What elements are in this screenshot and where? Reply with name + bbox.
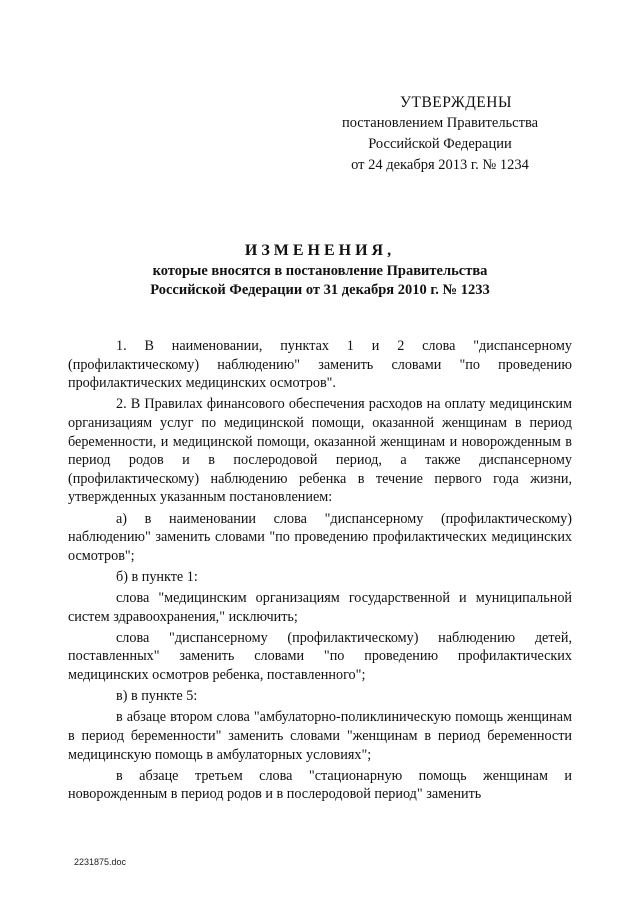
paragraph: слова "диспансерному (профилактическому) наблюдению детей, поставленных" заменить словами "по проведению профилактических медицинских осмотров ребенка, поставленного"; xyxy=(68,629,572,684)
paragraph: в абзаце втором слова "амбулаторно-поликлиническую помощь женщинам в период беременности" заменить словами "женщинам в период беременности медицинскую помощь в амбулаторных условиях"; xyxy=(68,709,572,763)
paragraph: б) в пункте 1: xyxy=(116,568,198,585)
paragraph: слова "медицинским организациям государственной и муниципальной систем здравоохранения," исключить; xyxy=(68,590,572,625)
approval-line-1: постановлением Правительства xyxy=(341,115,539,131)
heading-subtitle-1: которые вносятся в постановление Правительства xyxy=(152,263,488,279)
document-id-footer: 2231875.doc xyxy=(74,857,127,867)
paragraph: в абзаце третьем слова "стационарную помощь женщинам и новорожденным в период родов и в послеродовой период" заменить xyxy=(68,767,572,803)
heading-subtitle-2: Российской Федерации от 31 декабря 2010 г. № 1233 xyxy=(150,282,490,298)
approval-title: УТВЕРЖДЕНЫ xyxy=(400,94,512,111)
approval-block xyxy=(320,92,600,176)
heading-title: ИЗМЕНЕНИЯ, xyxy=(244,242,396,259)
paragraph: 2. В Правилах финансового обеспечения расходов на оплату медицинским организациям услуг по медицинской помощи, оказанной женщинам в период беременности, и медицинской помощи, оказанной женщинам и новорожденным в период родов и в послеродовой период, а также диспансерному (профилактическому) наблюдению ребенка в течение первого года жизни, утвержденных указанным постановлением: xyxy=(68,396,572,506)
approval-line-2: Российской Федерации xyxy=(368,136,512,152)
paragraph: а) в наименовании слова "диспансерному (профилактическому) наблюдению" заменить словами "по проведению профилактических медицинских осмотров"; xyxy=(68,510,572,564)
approval-line-3: от 24 декабря 2013 г. № 1234 xyxy=(351,157,529,173)
document-heading xyxy=(70,240,570,300)
paragraph: в) в пункте 5: xyxy=(116,688,198,705)
paragraph: 1. В наименовании, пунктах 1 и 2 слова "диспансерному (профилактическому) наблюдению" заменить словами "по проведению профилактических медицинских осмотров". xyxy=(68,338,572,392)
document-body xyxy=(68,337,572,807)
